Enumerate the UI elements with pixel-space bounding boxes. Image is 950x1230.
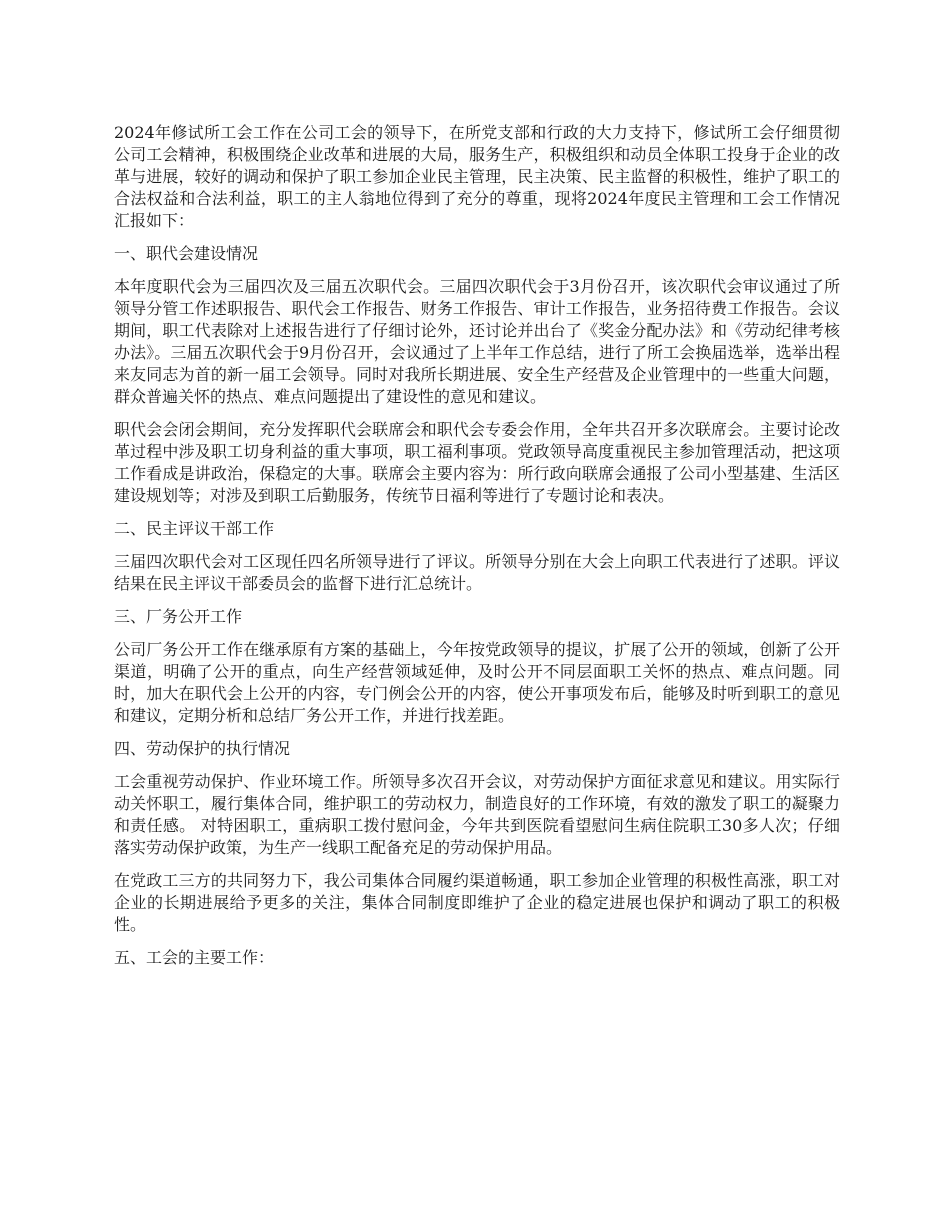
document-body xyxy=(114,122,840,980)
section-3-paragraph-1: 公司厂务公开工作在继承原有方案的基础上，今年按党政领导的提议，扩展了公开的领域，创新了公开渠道，明确了公开的重点，向生产经营领域延伸，及时公开不同层面职工关怀的热点、难点问题。同时，加大在职代会上公开的内容，专门例会公开的内容，使公开事项发布后，能够及时听到职工的意见和建议，定期分析和总结厂务公开工作，并进行找差距。 xyxy=(114,640,840,725)
section-heading-5: 五、工会的主要工作： xyxy=(114,948,275,967)
intro-paragraph: 2024年修试所工会工作在公司工会的领导下，在所党支部和行政的大力支持下，修试所工会仔细贯彻公司工会精神，积极围绕企业改革和进展的大局，服务生产，积极组织和动员全体职工投身于企业的改革与进展，较好的调动和保护了职工参加企业民主管理，民主决策、民主监督的积极性，维护了职工的合法权益和合法利益，职工的主人翁地位得到了充分的尊重，现将2024年度民主管理和工会工作情况汇报如下： xyxy=(114,123,840,230)
section-heading-2: 二、民主评议干部工作 xyxy=(114,519,275,538)
section-1-paragraph-1: 本年度职代会为三届四次及三届五次职代会。三届四次职代会于3月份召开，该次职代会审议通过了所领导分管工作述职报告、职代会工作报告、财务工作报告、审计工作报告，业务招待费工作报告。会议期间，职工代表除对上述报告进行了仔细讨论外，还讨论并出台了《奖金分配办法》和《劳动纪律考核办法》。三届五次职代会于9月份召开，会议通过了上半年工作总结，进行了所工会换届选举，选举出程来友同志为首的新一届工会领导。同时对我所长期进展、安全生产经营及企业管理中的一些重大问题，群众普遍关怀的热点、难点问题提出了建设性的意见和建议。 xyxy=(114,277,840,406)
section-4-paragraph-1: 工会重视劳动保护、作业环境工作。所领导多次召开会议，对劳动保护方面征求意见和建议。用实际行动关怀职工，履行集体合同，维护职工的劳动权力，制造良好的工作环境，有效的激发了职工的凝聚力和责任感。 对特困职工，重病职工拨付慰问金，今年共到医院看望慰问生病住院职工30多人次；仔细落实劳动保护政策，为生产一线职工配备充足的劳动保护用品。 xyxy=(114,772,840,857)
section-4-paragraph-2: 在党政工三方的共同努力下，我公司集体合同履约渠道畅通，职工参加企业管理的积极性高涨，职工对企业的长期进展给予更多的关注，集体合同制度即维护了企业的稳定进展也保护和调动了职工的积极性。 xyxy=(114,871,840,934)
section-2-paragraph-1: 三届四次职代会对工区现任四名所领导进行了评议。所领导分别在大会上向职工代表进行了述职。评议结果在民主评议干部委员会的监督下进行汇总统计。 xyxy=(114,552,840,593)
section-1-paragraph-2: 职代会会闭会期间，充分发挥职代会联席会和职代会专委会作用，全年共召开多次联席会。主要讨论改革过程中涉及职工切身利益的重大事项，职工福利事项。党政领导高度重视民主参加管理活动，把这项工作看成是讲政治，保稳定的大事。联席会主要内容为：所行政向联席会通报了公司小型基建、生活区建设规划等；对涉及到职工后勤服务，传统节日福利等进行了专题讨论和表决。 xyxy=(114,420,840,505)
section-heading-1: 一、职代会建设情况 xyxy=(114,244,259,263)
section-heading-3: 三、厂务公开工作 xyxy=(114,607,243,626)
section-heading-4: 四、劳动保护的执行情况 xyxy=(114,739,291,758)
